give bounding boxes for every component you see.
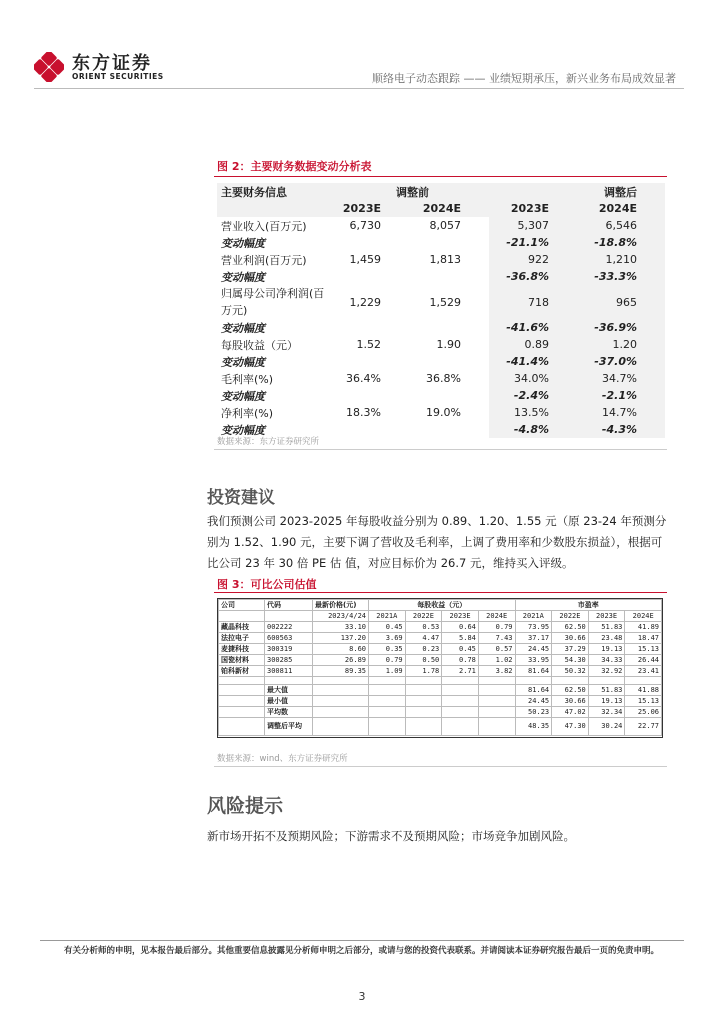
row-value: -18.8% bbox=[577, 234, 665, 251]
table-header-before: 调整前 bbox=[329, 183, 489, 200]
row-label: 每股收益（元） bbox=[221, 338, 298, 352]
pe-value: 23.48 bbox=[588, 632, 625, 643]
change-row bbox=[217, 319, 665, 336]
pe-value: 51.83 bbox=[588, 621, 625, 632]
company-price: 137.20 bbox=[313, 632, 369, 643]
empty-cell bbox=[219, 676, 265, 684]
eps-value: 4.47 bbox=[405, 632, 442, 643]
row-value: 718 bbox=[489, 285, 577, 319]
eps-value: 0.64 bbox=[442, 621, 479, 632]
empty-cell bbox=[369, 684, 406, 695]
row-value: 34.7% bbox=[577, 370, 665, 387]
pe-value: 37.17 bbox=[515, 632, 552, 643]
row-value: 922 bbox=[489, 251, 577, 268]
metric-row bbox=[217, 404, 665, 421]
pe-value: 41.89 bbox=[625, 621, 662, 632]
stat-label: 最大值 bbox=[265, 684, 313, 695]
row-label: 变动幅度 bbox=[221, 321, 265, 335]
empty-cell bbox=[478, 684, 515, 695]
row-value bbox=[409, 268, 489, 285]
pe-value: 18.47 bbox=[625, 632, 662, 643]
footer-disclaimer: 有关分析师的申明，见本报告最后部分。其他重要信息披露见分析师申明之后部分，或请与您的投资代表联系。并请阅读本证券研究报告最后一页的免责申明。 bbox=[64, 946, 660, 956]
stat-value: 15.13 bbox=[625, 695, 662, 706]
row-label: 变动幅度 bbox=[221, 389, 265, 403]
figure3-rule bbox=[214, 592, 667, 593]
pe-value: 15.13 bbox=[625, 643, 662, 654]
row-value bbox=[329, 268, 409, 285]
change-row bbox=[217, 387, 665, 404]
stat-value: 51.83 bbox=[588, 684, 625, 695]
row-label: 变动幅度 bbox=[221, 270, 265, 284]
stat-value: 47.30 bbox=[552, 717, 589, 735]
eps-value: 1.02 bbox=[478, 654, 515, 665]
change-row bbox=[217, 234, 665, 251]
company-code: 300285 bbox=[265, 654, 313, 665]
empty-cell bbox=[478, 717, 515, 735]
col-eps: 每股收益（元） bbox=[369, 600, 516, 611]
row-value: 5,307 bbox=[489, 217, 577, 234]
company-code: 002222 bbox=[265, 621, 313, 632]
table-header-year: 2023E bbox=[489, 200, 577, 217]
row-value: 36.8% bbox=[426, 372, 461, 385]
stat-value: 19.13 bbox=[588, 695, 625, 706]
change-row bbox=[217, 353, 665, 370]
empty-cell bbox=[405, 717, 442, 735]
table-header-label: 主要财务信息 bbox=[217, 183, 329, 200]
report-header-title: 顺络电子动态跟踪 —— 业绩短期承压，新兴业务布局成效显著 bbox=[372, 72, 676, 85]
pe-value: 62.50 bbox=[552, 621, 589, 632]
empty-cell bbox=[219, 695, 265, 706]
row-value: 1,813 bbox=[429, 253, 461, 266]
empty-cell bbox=[313, 684, 369, 695]
risk-section-title: 风险提示 bbox=[207, 795, 284, 817]
row-value: -4.3% bbox=[577, 421, 665, 438]
metric-row bbox=[217, 251, 665, 268]
change-row bbox=[217, 268, 665, 285]
empty-cell bbox=[405, 706, 442, 717]
table-header-year: 2024E bbox=[577, 200, 665, 217]
pe-value: 37.29 bbox=[552, 643, 589, 654]
figure2-rule bbox=[214, 176, 667, 177]
eps-value: 0.79 bbox=[478, 621, 515, 632]
empty-cell bbox=[442, 695, 479, 706]
company-name: 麦捷科技 bbox=[219, 643, 265, 654]
company-price: 33.10 bbox=[313, 621, 369, 632]
company-name: 国瓷材料 bbox=[219, 654, 265, 665]
stat-value: 22.77 bbox=[625, 717, 662, 735]
eps-value: 7.43 bbox=[478, 632, 515, 643]
stat-row bbox=[219, 684, 662, 695]
eps-value: 3.82 bbox=[478, 665, 515, 676]
table-header-after: 调整后 bbox=[489, 183, 665, 200]
empty-cell bbox=[369, 706, 406, 717]
empty-cell bbox=[313, 676, 369, 684]
row-value: -2.4% bbox=[489, 387, 577, 404]
row-label: 变动幅度 bbox=[221, 236, 265, 250]
pe-value: 33.95 bbox=[515, 654, 552, 665]
stat-value: 50.23 bbox=[515, 706, 552, 717]
investment-paragraph: 我们预测公司 2023-2025 年每股收益分别为 0.89、1.20、1.55 元（原 23-24 年预测分别为 1.52、1.90 元，主要下调了营收及毛利率，上调了费用率和少数股东损益），根据可比公司 23 年 30 倍 PE 估 值，对应目标价为 26.7 元，维持买入评级。 bbox=[207, 514, 667, 570]
row-value bbox=[329, 387, 409, 404]
empty-cell bbox=[219, 684, 265, 695]
row-value: 1,459 bbox=[349, 253, 381, 266]
empty-cell bbox=[369, 717, 406, 735]
row-value: 1,229 bbox=[349, 295, 381, 309]
year-header: 2024E bbox=[478, 611, 515, 622]
eps-value: 3.69 bbox=[369, 632, 406, 643]
row-label: 营业利润(百万元) bbox=[221, 253, 307, 267]
empty-cell bbox=[478, 695, 515, 706]
row-label: 变动幅度 bbox=[221, 355, 265, 369]
row-value bbox=[409, 421, 489, 438]
empty-cell bbox=[625, 676, 662, 684]
row-value bbox=[329, 319, 409, 336]
empty-cell bbox=[313, 695, 369, 706]
stat-value: 41.88 bbox=[625, 684, 662, 695]
row-label: 营业收入(百万元) bbox=[221, 219, 307, 233]
stat-value: 32.34 bbox=[588, 706, 625, 717]
empty-cell bbox=[515, 676, 552, 684]
pe-value: 19.13 bbox=[588, 643, 625, 654]
pe-value: 23.41 bbox=[625, 665, 662, 676]
row-value: 1,210 bbox=[577, 251, 665, 268]
row-value: 18.3% bbox=[346, 406, 381, 419]
stat-value: 48.35 bbox=[515, 717, 552, 735]
row-value: 6,546 bbox=[577, 217, 665, 234]
row-label: 净利率(%) bbox=[221, 406, 274, 420]
orient-logo-icon bbox=[34, 52, 64, 82]
table-header-year: 2024E bbox=[409, 200, 489, 217]
stat-value: 30.24 bbox=[588, 717, 625, 735]
row-value: -36.8% bbox=[489, 268, 577, 285]
metric-row bbox=[217, 336, 665, 353]
table-header-year: 2023E bbox=[329, 200, 409, 217]
row-value: -21.1% bbox=[489, 234, 577, 251]
year-header: 2021A bbox=[369, 611, 406, 622]
row-value: 1.20 bbox=[577, 336, 665, 353]
row-value: 14.7% bbox=[577, 404, 665, 421]
figure2-source: 数据来源：东方证券研究所 bbox=[217, 437, 320, 447]
empty-cell bbox=[369, 695, 406, 706]
row-value: 1,529 bbox=[429, 295, 461, 309]
row-value bbox=[329, 421, 409, 438]
footer-divider bbox=[40, 940, 684, 941]
company-code: 600563 bbox=[265, 632, 313, 643]
row-value: -4.8% bbox=[489, 421, 577, 438]
eps-value: 0.57 bbox=[478, 643, 515, 654]
row-value: 13.5% bbox=[489, 404, 577, 421]
empty-cell bbox=[442, 684, 479, 695]
empty-cell bbox=[552, 676, 589, 684]
empty-cell bbox=[405, 676, 442, 684]
row-value bbox=[409, 353, 489, 370]
figure3-source: 数据来源：wind、东方证券研究所 bbox=[217, 754, 348, 764]
stat-value: 25.06 bbox=[625, 706, 662, 717]
stat-row bbox=[219, 717, 662, 735]
row-value: 34.0% bbox=[489, 370, 577, 387]
empty-cell bbox=[313, 706, 369, 717]
stat-value: 81.64 bbox=[515, 684, 552, 695]
row-value: 1.90 bbox=[436, 338, 461, 351]
row-label: 毛利率(%) bbox=[221, 372, 274, 386]
logo-text-en: ORIENT SECURITIES bbox=[72, 72, 164, 81]
empty-cell bbox=[442, 676, 479, 684]
row-label: 归属母公司净利润(百万元) bbox=[221, 287, 325, 317]
risk-paragraph: 新市场开拓不及预期风险；下游需求不及预期风险；市场竞争加剧风险。 bbox=[207, 829, 575, 843]
pe-value: 26.44 bbox=[625, 654, 662, 665]
row-value: 6,730 bbox=[349, 219, 381, 232]
metric-row bbox=[217, 217, 665, 234]
row-value bbox=[329, 234, 409, 251]
empty-cell bbox=[588, 676, 625, 684]
stat-value: 62.50 bbox=[552, 684, 589, 695]
col-code: 代码 bbox=[265, 600, 313, 611]
company-code: 300811 bbox=[265, 665, 313, 676]
logo-text-cn: 东方证券 bbox=[72, 53, 152, 74]
comparable-valuation-table bbox=[218, 599, 662, 736]
figure2-bottom-rule bbox=[214, 449, 667, 450]
eps-value: 0.35 bbox=[369, 643, 406, 654]
eps-value: 2.71 bbox=[442, 665, 479, 676]
row-value: 36.4% bbox=[346, 372, 381, 385]
company-price: 26.89 bbox=[313, 654, 369, 665]
empty-cell bbox=[265, 676, 313, 684]
row-value bbox=[329, 353, 409, 370]
pe-value: 50.32 bbox=[552, 665, 589, 676]
col-company: 公司 bbox=[219, 600, 265, 611]
row-value: 1.52 bbox=[356, 338, 381, 351]
row-value: -41.4% bbox=[489, 353, 577, 370]
row-label: 变动幅度 bbox=[221, 423, 265, 437]
price-date: 2023/4/24 bbox=[313, 611, 369, 622]
col-price: 最新价格(元) bbox=[313, 600, 369, 611]
row-value: -36.9% bbox=[577, 319, 665, 336]
year-header: 2024E bbox=[625, 611, 662, 622]
eps-value: 0.50 bbox=[405, 654, 442, 665]
pe-value: 24.45 bbox=[515, 643, 552, 654]
eps-value: 1.78 bbox=[405, 665, 442, 676]
table-row bbox=[219, 621, 662, 632]
year-header: 2021A bbox=[515, 611, 552, 622]
stat-value: 30.66 bbox=[552, 695, 589, 706]
eps-value: 5.84 bbox=[442, 632, 479, 643]
company-name: 铂科新材 bbox=[219, 665, 265, 676]
company-price: 89.35 bbox=[313, 665, 369, 676]
figure3-title: 图 3：可比公司估值 bbox=[217, 578, 317, 591]
row-value: 8,057 bbox=[429, 219, 461, 232]
metric-row bbox=[217, 285, 665, 319]
row-value bbox=[409, 319, 489, 336]
company-price: 8.60 bbox=[313, 643, 369, 654]
pe-value: 30.66 bbox=[552, 632, 589, 643]
empty-cell bbox=[219, 717, 265, 735]
financial-change-table bbox=[217, 183, 665, 438]
empty-cell bbox=[478, 706, 515, 717]
company-name: 藏晶科技 bbox=[219, 621, 265, 632]
year-header: 2023E bbox=[442, 611, 479, 622]
stat-value: 24.45 bbox=[515, 695, 552, 706]
empty-cell bbox=[219, 706, 265, 717]
figure2-title: 图 2：主要财务数据变动分析表 bbox=[217, 160, 372, 173]
empty-cell bbox=[313, 717, 369, 735]
row-value: -33.3% bbox=[577, 268, 665, 285]
stat-value: 47.02 bbox=[552, 706, 589, 717]
investment-section-title: 投资建议 bbox=[207, 488, 275, 508]
pe-value: 73.95 bbox=[515, 621, 552, 632]
empty-cell bbox=[405, 684, 442, 695]
stat-label: 调整后平均 bbox=[265, 717, 313, 735]
page-number: 3 bbox=[358, 990, 366, 1003]
col-pe: 市盈率 bbox=[515, 600, 662, 611]
eps-value: 0.23 bbox=[405, 643, 442, 654]
table-row bbox=[219, 632, 662, 643]
pe-value: 81.64 bbox=[515, 665, 552, 676]
year-header: 2022E bbox=[405, 611, 442, 622]
year-header: 2022E bbox=[552, 611, 589, 622]
year-header: 2023E bbox=[588, 611, 625, 622]
row-value: -2.1% bbox=[577, 387, 665, 404]
empty-cell bbox=[405, 695, 442, 706]
eps-value: 0.78 bbox=[442, 654, 479, 665]
comparable-valuation-table-frame bbox=[217, 598, 663, 738]
row-value: 0.89 bbox=[489, 336, 577, 353]
pe-value: 32.92 bbox=[588, 665, 625, 676]
header-divider bbox=[34, 88, 684, 89]
stat-row bbox=[219, 706, 662, 717]
empty-cell bbox=[442, 717, 479, 735]
metric-row bbox=[217, 370, 665, 387]
company-name: 法拉电子 bbox=[219, 632, 265, 643]
stat-row bbox=[219, 695, 662, 706]
row-value: -41.6% bbox=[489, 319, 577, 336]
eps-value: 0.45 bbox=[442, 643, 479, 654]
table-row bbox=[219, 643, 662, 654]
row-value: 965 bbox=[577, 285, 665, 319]
empty-cell bbox=[369, 676, 406, 684]
empty-cell bbox=[442, 706, 479, 717]
row-value: 19.0% bbox=[426, 406, 461, 419]
figure3-bottom-rule bbox=[214, 766, 667, 767]
row-value bbox=[409, 387, 489, 404]
empty-cell bbox=[478, 676, 515, 684]
eps-value: 0.53 bbox=[405, 621, 442, 632]
stat-label: 最小值 bbox=[265, 695, 313, 706]
eps-value: 0.45 bbox=[369, 621, 406, 632]
pe-value: 54.30 bbox=[552, 654, 589, 665]
table-row bbox=[219, 654, 662, 665]
row-value bbox=[409, 234, 489, 251]
table-row bbox=[219, 665, 662, 676]
company-code: 300319 bbox=[265, 643, 313, 654]
row-value: -37.0% bbox=[577, 353, 665, 370]
eps-value: 0.79 bbox=[369, 654, 406, 665]
pe-value: 34.33 bbox=[588, 654, 625, 665]
stat-label: 平均数 bbox=[265, 706, 313, 717]
eps-value: 1.09 bbox=[369, 665, 406, 676]
